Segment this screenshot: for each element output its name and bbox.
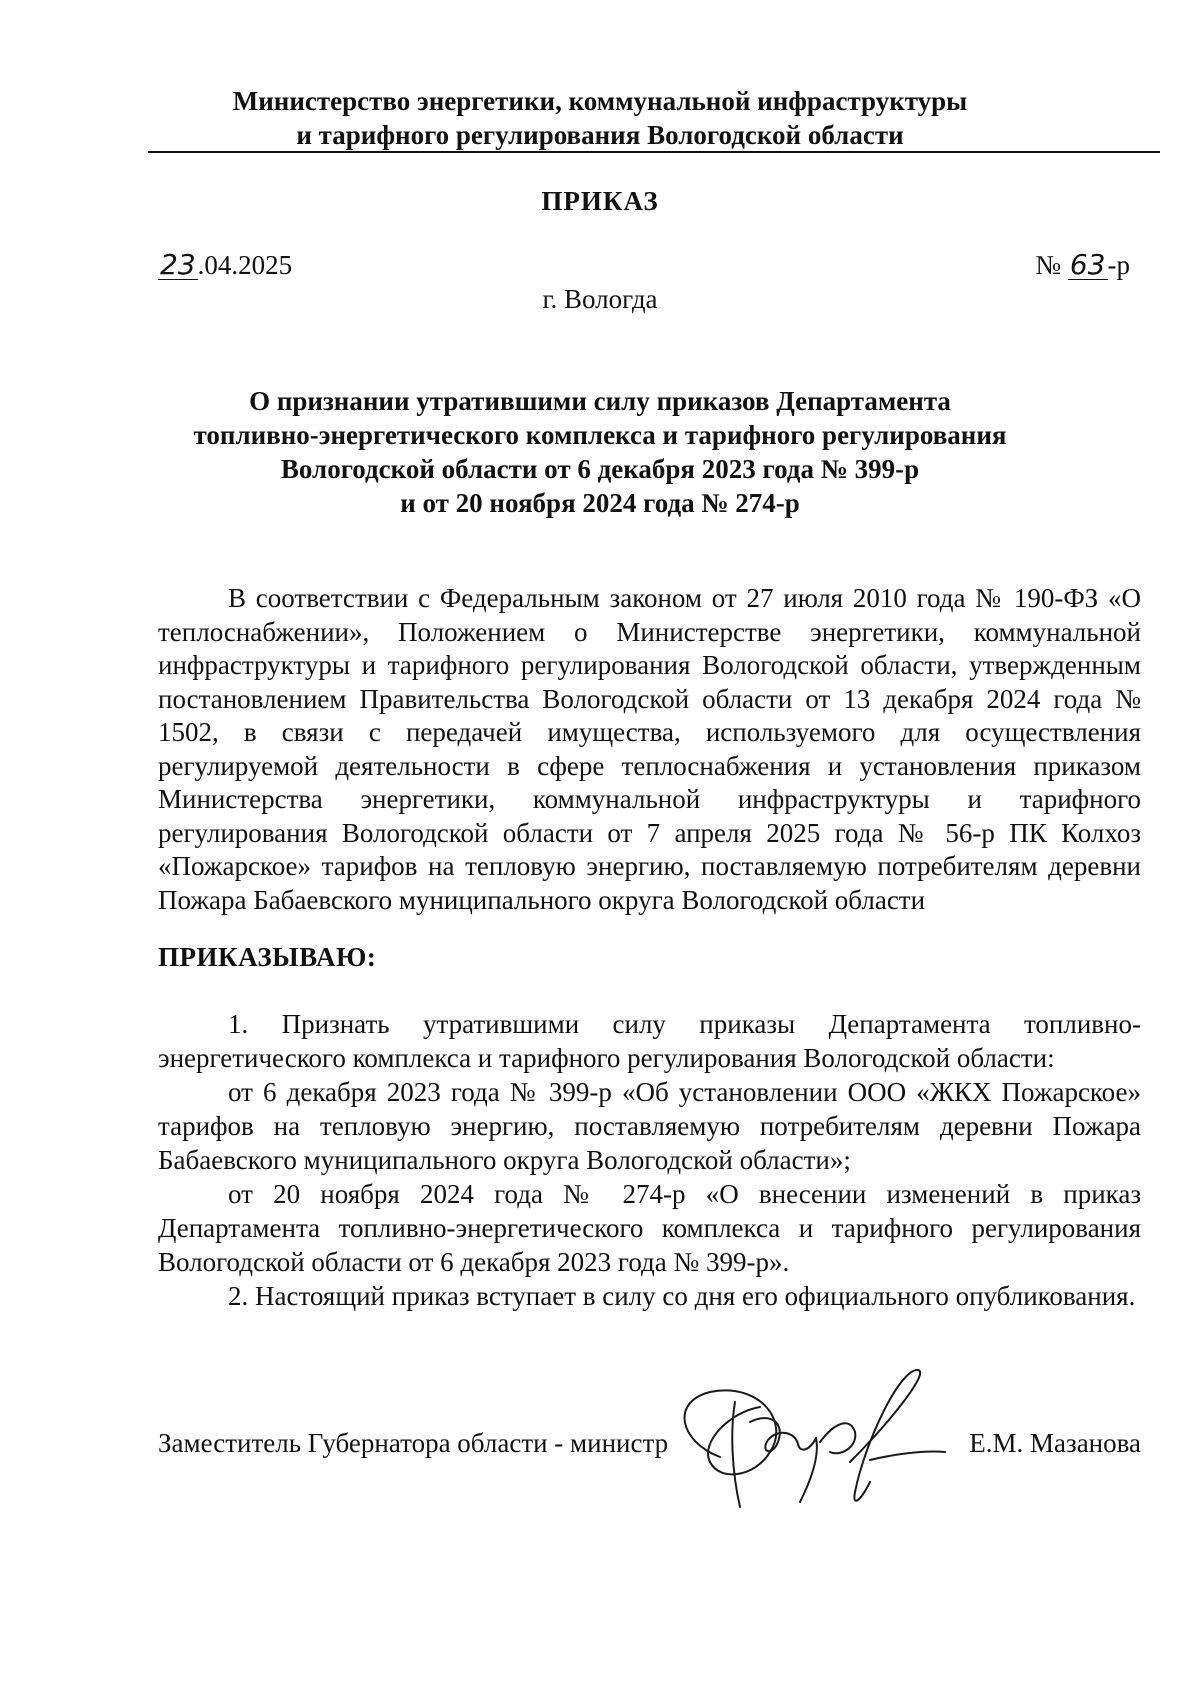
ministry-header [0, 84, 1200, 152]
document-type: ПРИКАЗ [541, 186, 659, 216]
order-title-line2: топливно-энергетического комплекса и тарифного регулирования [193, 420, 1007, 450]
preamble-paragraph: В соответствии с Федеральным законом от 27 июля 2010 года № 190-ФЗ «О теплоснабжении», Положением о Министерстве энергетики, коммунальной инфраструктуры и тарифного регулирования Вологодской области, утвержденным постановлением Правительства Вологодской области от 13 декабря 2024 года № 1502, в связи с передачей имущества, используемого для осуществления регулируемой деятельности в сфере теплоснабжения и установления приказом Министерства энергетики, коммунальной инфраструктуры и тарифного регулирования Вологодской области от 7 апреля 2025 года № 56-р ПК Колхоз «Пожарское» тарифов на тепловую энергию, поставляемую потребителям деревни Пожара Бабаевского муниципального округа Вологодской области [158, 583, 1141, 915]
order-item-1-b: от 20 ноября 2024 года № 274-р «О внесении изменений в приказ Департамента топливно-энергетического комплекса и тарифного регулирования Вологодской области от 6 декабря 2023 года № 399-р». [158, 1179, 1141, 1277]
handwritten-signature [660, 1362, 960, 1522]
number-suffix: -р [1107, 250, 1130, 280]
order-title-line4: и от 20 ноября 2024 года № 274-р [400, 488, 800, 518]
date-day-handwritten: 23 [160, 248, 196, 281]
order-items [158, 1007, 1141, 1313]
header-divider [148, 151, 1160, 153]
ministry-header-line1: Министерство энергетики, коммунальной инфраструктуры [232, 86, 968, 116]
order-date [158, 250, 292, 281]
ministry-header-line2: и тарифного регулирования Вологодской области [296, 120, 904, 150]
date-month-year: .04.2025 [197, 250, 293, 280]
city: г. Вологда [542, 284, 658, 314]
number-handwritten: 63 [1069, 248, 1106, 281]
number-sign: № [1035, 250, 1062, 280]
signatory-name: Е.М. Мазанова [969, 1428, 1141, 1458]
order-title [120, 384, 1080, 520]
order-title-line3: Вологодской области от 6 декабря 2023 года № 399-р [280, 454, 920, 484]
preamble [158, 582, 1141, 917]
directive-heading: ПРИКАЗЫВАЮ: [158, 942, 377, 972]
order-item-2: 2. Настоящий приказ вступает в силу со дня его официального опубликования. [228, 1281, 1136, 1311]
order-item-1-a: от 6 декабря 2023 года № 399-р «Об установлении ООО «ЖКХ Пожарское» тарифов на тепловую энергию, поставляемую потребителям деревни Пожара Бабаевского муниципального округа Вологодской области»; [158, 1077, 1141, 1175]
order-item-1: 1. Признать утратившими силу приказы Департамента топливно-энергетического комплекса и тарифного регулирования Вологодской области: [158, 1009, 1141, 1073]
order-title-line1: О признании утратившими силу приказов Департамента [249, 386, 951, 416]
order-number [1035, 250, 1130, 281]
signatory-position: Заместитель Губернатора области - министр [158, 1428, 669, 1458]
